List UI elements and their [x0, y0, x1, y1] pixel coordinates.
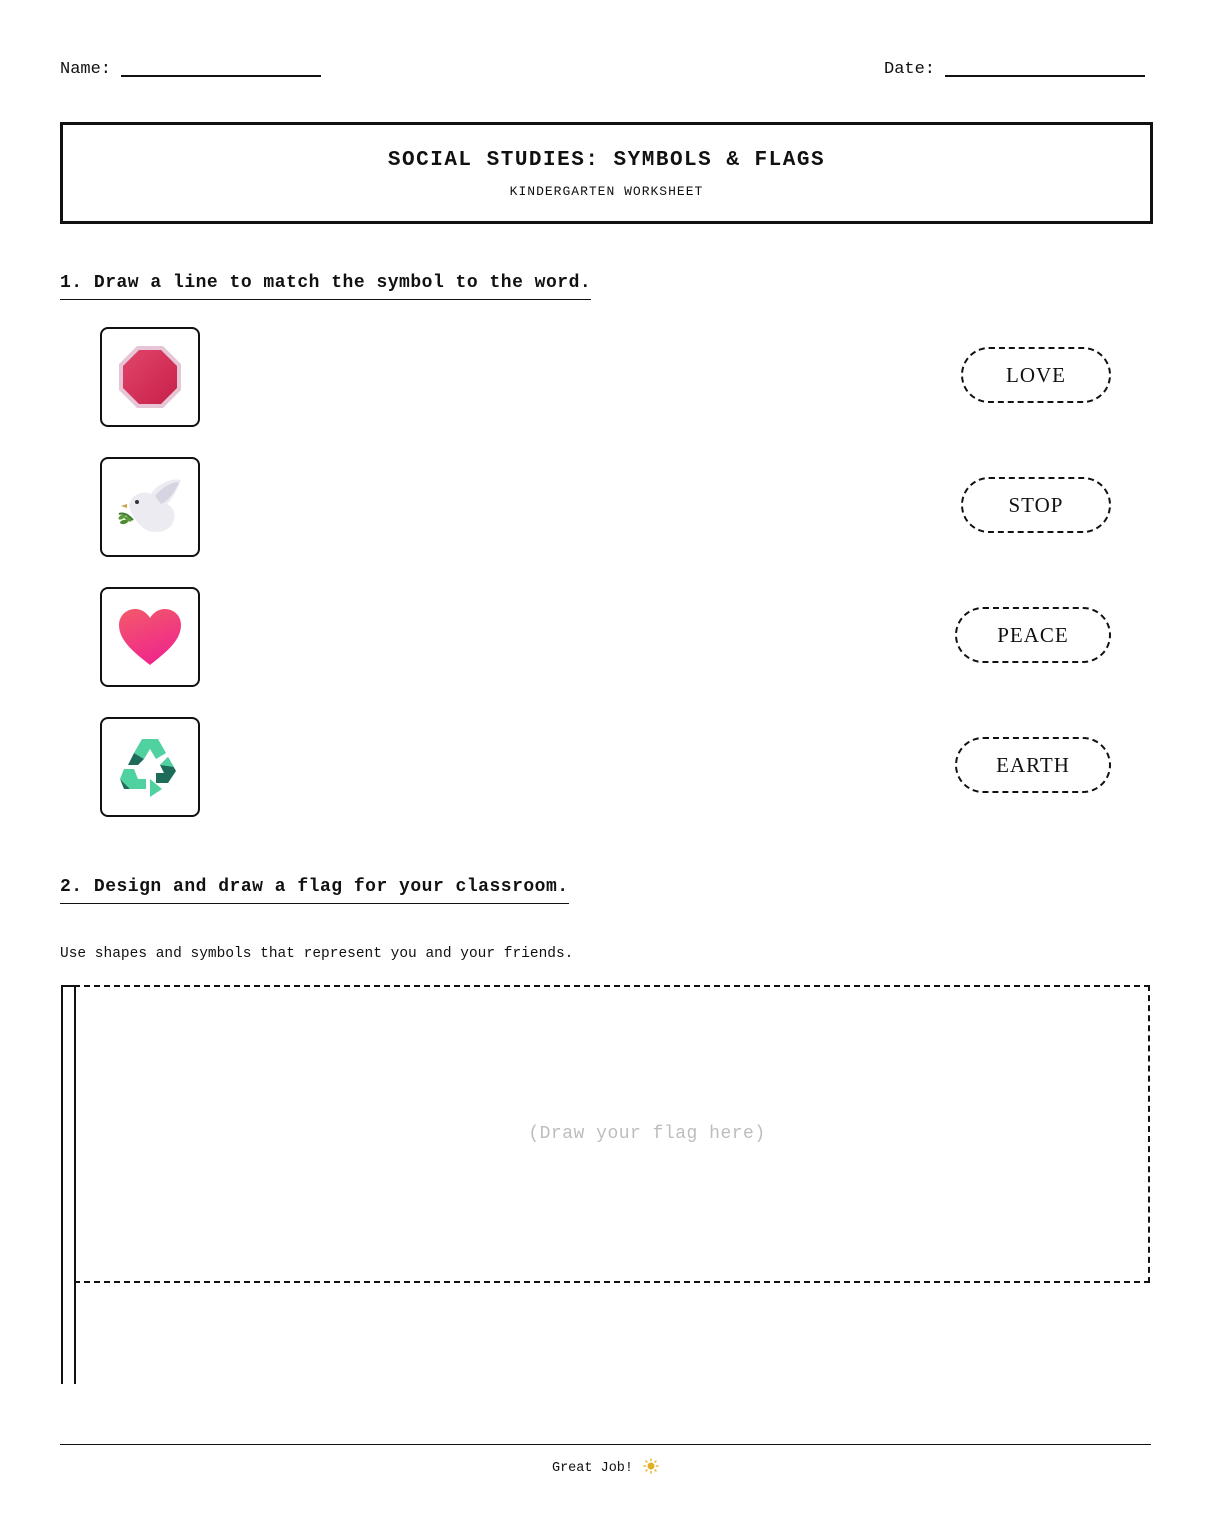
- flag-instruction: Use shapes and symbols that represent you and your friends.: [60, 946, 574, 962]
- word-card-love[interactable]: LOVE: [961, 347, 1111, 403]
- footer-divider: [60, 1444, 1151, 1445]
- date-blank-line[interactable]: [945, 73, 1145, 77]
- name-blank-line[interactable]: [121, 73, 321, 77]
- section-2-heading: 2. Design and draw a flag for your classroom.: [60, 877, 569, 904]
- word-card-peace[interactable]: PEACE: [955, 607, 1111, 663]
- symbol-box-dove[interactable]: [100, 457, 200, 557]
- word-card-stop[interactable]: STOP: [961, 477, 1111, 533]
- worksheet-title: SOCIAL STUDIES: SYMBOLS & FLAGS: [387, 149, 826, 172]
- symbol-box-stop[interactable]: [100, 327, 200, 427]
- section-1-heading: 1. Draw a line to match the symbol to the word.: [60, 273, 591, 300]
- date-field[interactable]: [884, 60, 1145, 79]
- worksheet-subtitle: KINDERGARTEN WORKSHEET: [509, 184, 704, 199]
- flag-placeholder-text: (Draw your flag here): [528, 1124, 766, 1144]
- title-box: [60, 122, 1153, 224]
- heart-icon: [117, 607, 183, 667]
- date-label: Date:: [884, 60, 936, 79]
- recycle-icon: [116, 735, 184, 799]
- word-card-earth[interactable]: EARTH: [955, 737, 1111, 793]
- stop-sign-icon: [117, 344, 183, 410]
- symbol-box-heart[interactable]: [100, 587, 200, 687]
- dove-icon: [115, 472, 185, 542]
- footer-text: Great Job!: [551, 1461, 633, 1476]
- name-label: Name:: [60, 60, 112, 79]
- sun-icon: [643, 1458, 659, 1479]
- name-field[interactable]: [60, 60, 321, 79]
- footer: [0, 1458, 1211, 1479]
- symbol-box-recycle[interactable]: [100, 717, 200, 817]
- flag-drawing-area[interactable]: [74, 985, 1150, 1283]
